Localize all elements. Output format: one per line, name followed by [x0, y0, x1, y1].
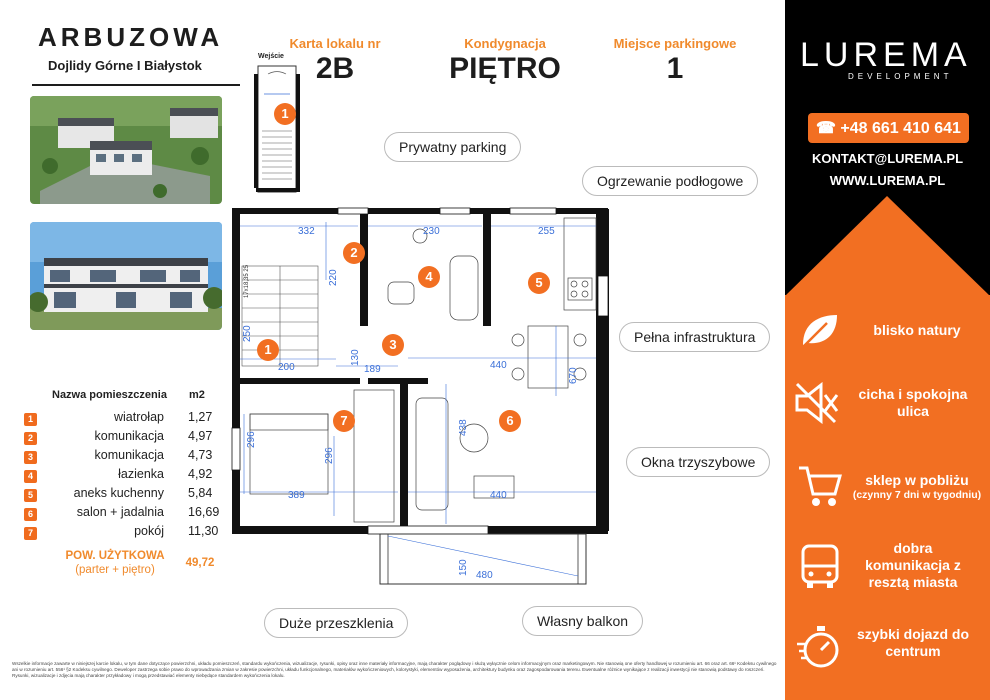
table-row	[24, 429, 234, 448]
room-name: komunikacja	[94, 448, 164, 462]
room-name: pokój	[134, 524, 164, 538]
room-name: łazienka	[118, 467, 164, 481]
room-name: salon + jadalnia	[76, 505, 164, 519]
table-row	[24, 448, 234, 467]
dim-220: 220	[328, 269, 339, 286]
header-divider	[32, 84, 240, 86]
room-marker-3: 3	[382, 334, 404, 356]
parking-label: Miejsce parkingowe	[613, 36, 737, 51]
feature-pill-windows: Okna trzyszybowe	[626, 447, 770, 477]
dim-440-bottom: 440	[490, 490, 507, 501]
room-area: 1,27	[188, 410, 213, 424]
table-row	[24, 524, 234, 543]
entrance-label: Wejście	[258, 53, 284, 60]
street-visualization-image	[30, 222, 222, 330]
room-number-badge: 5	[24, 489, 37, 502]
rooms-table-header-name: Nazwa pomieszczenia	[52, 389, 167, 401]
room-marker-4: 4	[418, 266, 440, 288]
dim-670: 670	[568, 367, 579, 384]
room-number-badge: 3	[24, 451, 37, 464]
brand-logo-sub: DEVELOPMENT	[848, 72, 953, 81]
room-number-badge: 2	[24, 432, 37, 445]
floor-value: PIĘTRO	[449, 52, 561, 85]
phone-icon: ☎	[816, 120, 836, 137]
unit-number-value: 2B	[315, 52, 355, 85]
feature-label: sklep w pobliżu	[865, 472, 969, 488]
feature-pill-heating: Ogrzewanie podłogowe	[582, 166, 758, 196]
dim-250: 250	[242, 325, 253, 342]
unit-number-label: Karta lokalu nr	[289, 36, 381, 51]
dim-255: 255	[538, 226, 555, 237]
feature-sub: (czynny 7 dni w tygodniu)	[852, 489, 982, 501]
dim-200: 200	[278, 362, 295, 373]
parking-value: 1	[666, 52, 684, 85]
feature-label: szybki dojazd do centrum	[856, 626, 969, 659]
stair-text: 17x18,35 25	[244, 264, 250, 298]
legal-disclaimer: Wszelkie informacje zawarte w niniejszej karcie lokalu, w tym dane dotyczące powierzchni, układu pomieszczeń, standardu wykończenia, wizualizacje, rysunki, opisy oraz inne materiały informacyjne, mają charakter poglądowy i służą wyłącznie celom informacyjnym oraz marketingowym. Nie stanowią one oferty handlowej w rozumieniu art. 66 oraz art. 66¹ Kodeksu cywilnego ani w rozumieniu art. 556¹ §2 Kodeksu cywilnego. Deweloper zastrzega sobie prawo do wprowadzania zmian w zakresie powierzchni, układu funkcjonalnego, materiałów wykończeniowych, kolorystyki, elementów wyposażenia, architektury budynku oraz zagospodarowania terenu. Ewentualne różnice wynikające z realizacji inwestycji nie stanowią podstawy do roszczeń. Rysunki, wizualizacje i zdjęcia mają charakter przykładowy i mogą przedstawiać elementy niebędące standardem wykończenia lokalu.	[12, 661, 777, 678]
room-name: aneks kuchenny	[73, 486, 164, 500]
room-area: 5,84	[188, 486, 213, 500]
dim-189: 189	[364, 364, 381, 375]
feature-nature	[785, 305, 990, 365]
website-link[interactable]: WWW.LUREMA.PL	[829, 173, 946, 188]
table-row	[24, 486, 234, 505]
room-name: wiatrołap	[113, 410, 164, 424]
email-link[interactable]: KONTAKT@LUREMA.PL	[811, 151, 964, 166]
phone-number: +48 661 410 641	[840, 120, 961, 137]
room-area: 16,69	[188, 505, 220, 519]
project-location: Dojlidy Górne I Białystok	[48, 58, 202, 73]
bus-icon	[799, 544, 841, 595]
room-area: 11,30	[188, 524, 219, 538]
room-marker-6: 6	[499, 410, 521, 432]
feature-commute	[785, 620, 990, 680]
room-marker-1-entrance: 1	[274, 103, 296, 125]
dim-296-left: 296	[246, 431, 257, 448]
feature-label: cicha i spokojna ulica	[858, 386, 968, 419]
dim-480: 480	[476, 570, 493, 581]
table-row	[24, 410, 234, 429]
room-number-badge: 4	[24, 470, 37, 483]
room-number-badge: 7	[24, 527, 37, 540]
room-number-badge: 6	[24, 508, 37, 521]
room-marker-1: 1	[257, 339, 279, 361]
feature-pill-infra: Pełna infrastruktura	[619, 322, 770, 352]
feature-pill-glazing: Duże przeszklenia	[264, 608, 408, 638]
dim-440-top: 440	[490, 360, 507, 371]
aerial-visualization-image	[30, 96, 222, 204]
feature-pill-parking: Prywatny parking	[384, 132, 521, 162]
dim-150: 150	[458, 559, 469, 576]
floor-label: Kondygnacja	[464, 36, 546, 51]
project-name: ARBUZOWA	[38, 22, 224, 52]
leaf-icon	[797, 311, 841, 356]
feature-transport	[785, 536, 990, 596]
dim-438: 438	[458, 419, 469, 436]
table-row	[24, 467, 234, 486]
feature-label: blisko natury	[873, 322, 961, 338]
dim-296-right: 296	[324, 447, 335, 464]
brand-logo: LUREMA	[800, 36, 972, 74]
orange-triangle	[785, 196, 990, 296]
feature-label: dobra komunikacja z resztą miasta	[865, 540, 961, 590]
cart-icon	[797, 464, 843, 513]
room-name: komunikacja	[94, 429, 164, 443]
room-area: 4,97	[188, 429, 213, 443]
dim-389: 389	[288, 490, 305, 501]
room-number-badge: 1	[24, 413, 37, 426]
feature-pill-balcony: Własny balkon	[522, 606, 643, 636]
room-marker-2: 2	[343, 242, 365, 264]
feature-quiet	[785, 374, 990, 434]
rooms-table-header-area: m2	[189, 389, 205, 401]
total-area-value: 49,72	[185, 557, 215, 569]
entrance-mini-plan	[254, 66, 300, 192]
room-marker-5: 5	[528, 272, 550, 294]
total-area-sub: (parter + piętro)	[75, 564, 155, 576]
rooms-table	[24, 410, 234, 550]
total-area-label: POW. UŻYTKOWA	[65, 550, 165, 562]
dim-230: 230	[423, 226, 440, 237]
table-row	[24, 505, 234, 524]
dim-332: 332	[298, 226, 315, 237]
room-area: 4,73	[188, 448, 213, 462]
room-area: 4,92	[188, 467, 213, 481]
phone-button[interactable]	[808, 113, 969, 143]
room-marker-7: 7	[333, 410, 355, 432]
feature-shop	[785, 458, 990, 518]
stopwatch-icon	[795, 624, 841, 675]
dim-130: 130	[350, 349, 361, 366]
speaker-mute-icon	[795, 382, 841, 429]
